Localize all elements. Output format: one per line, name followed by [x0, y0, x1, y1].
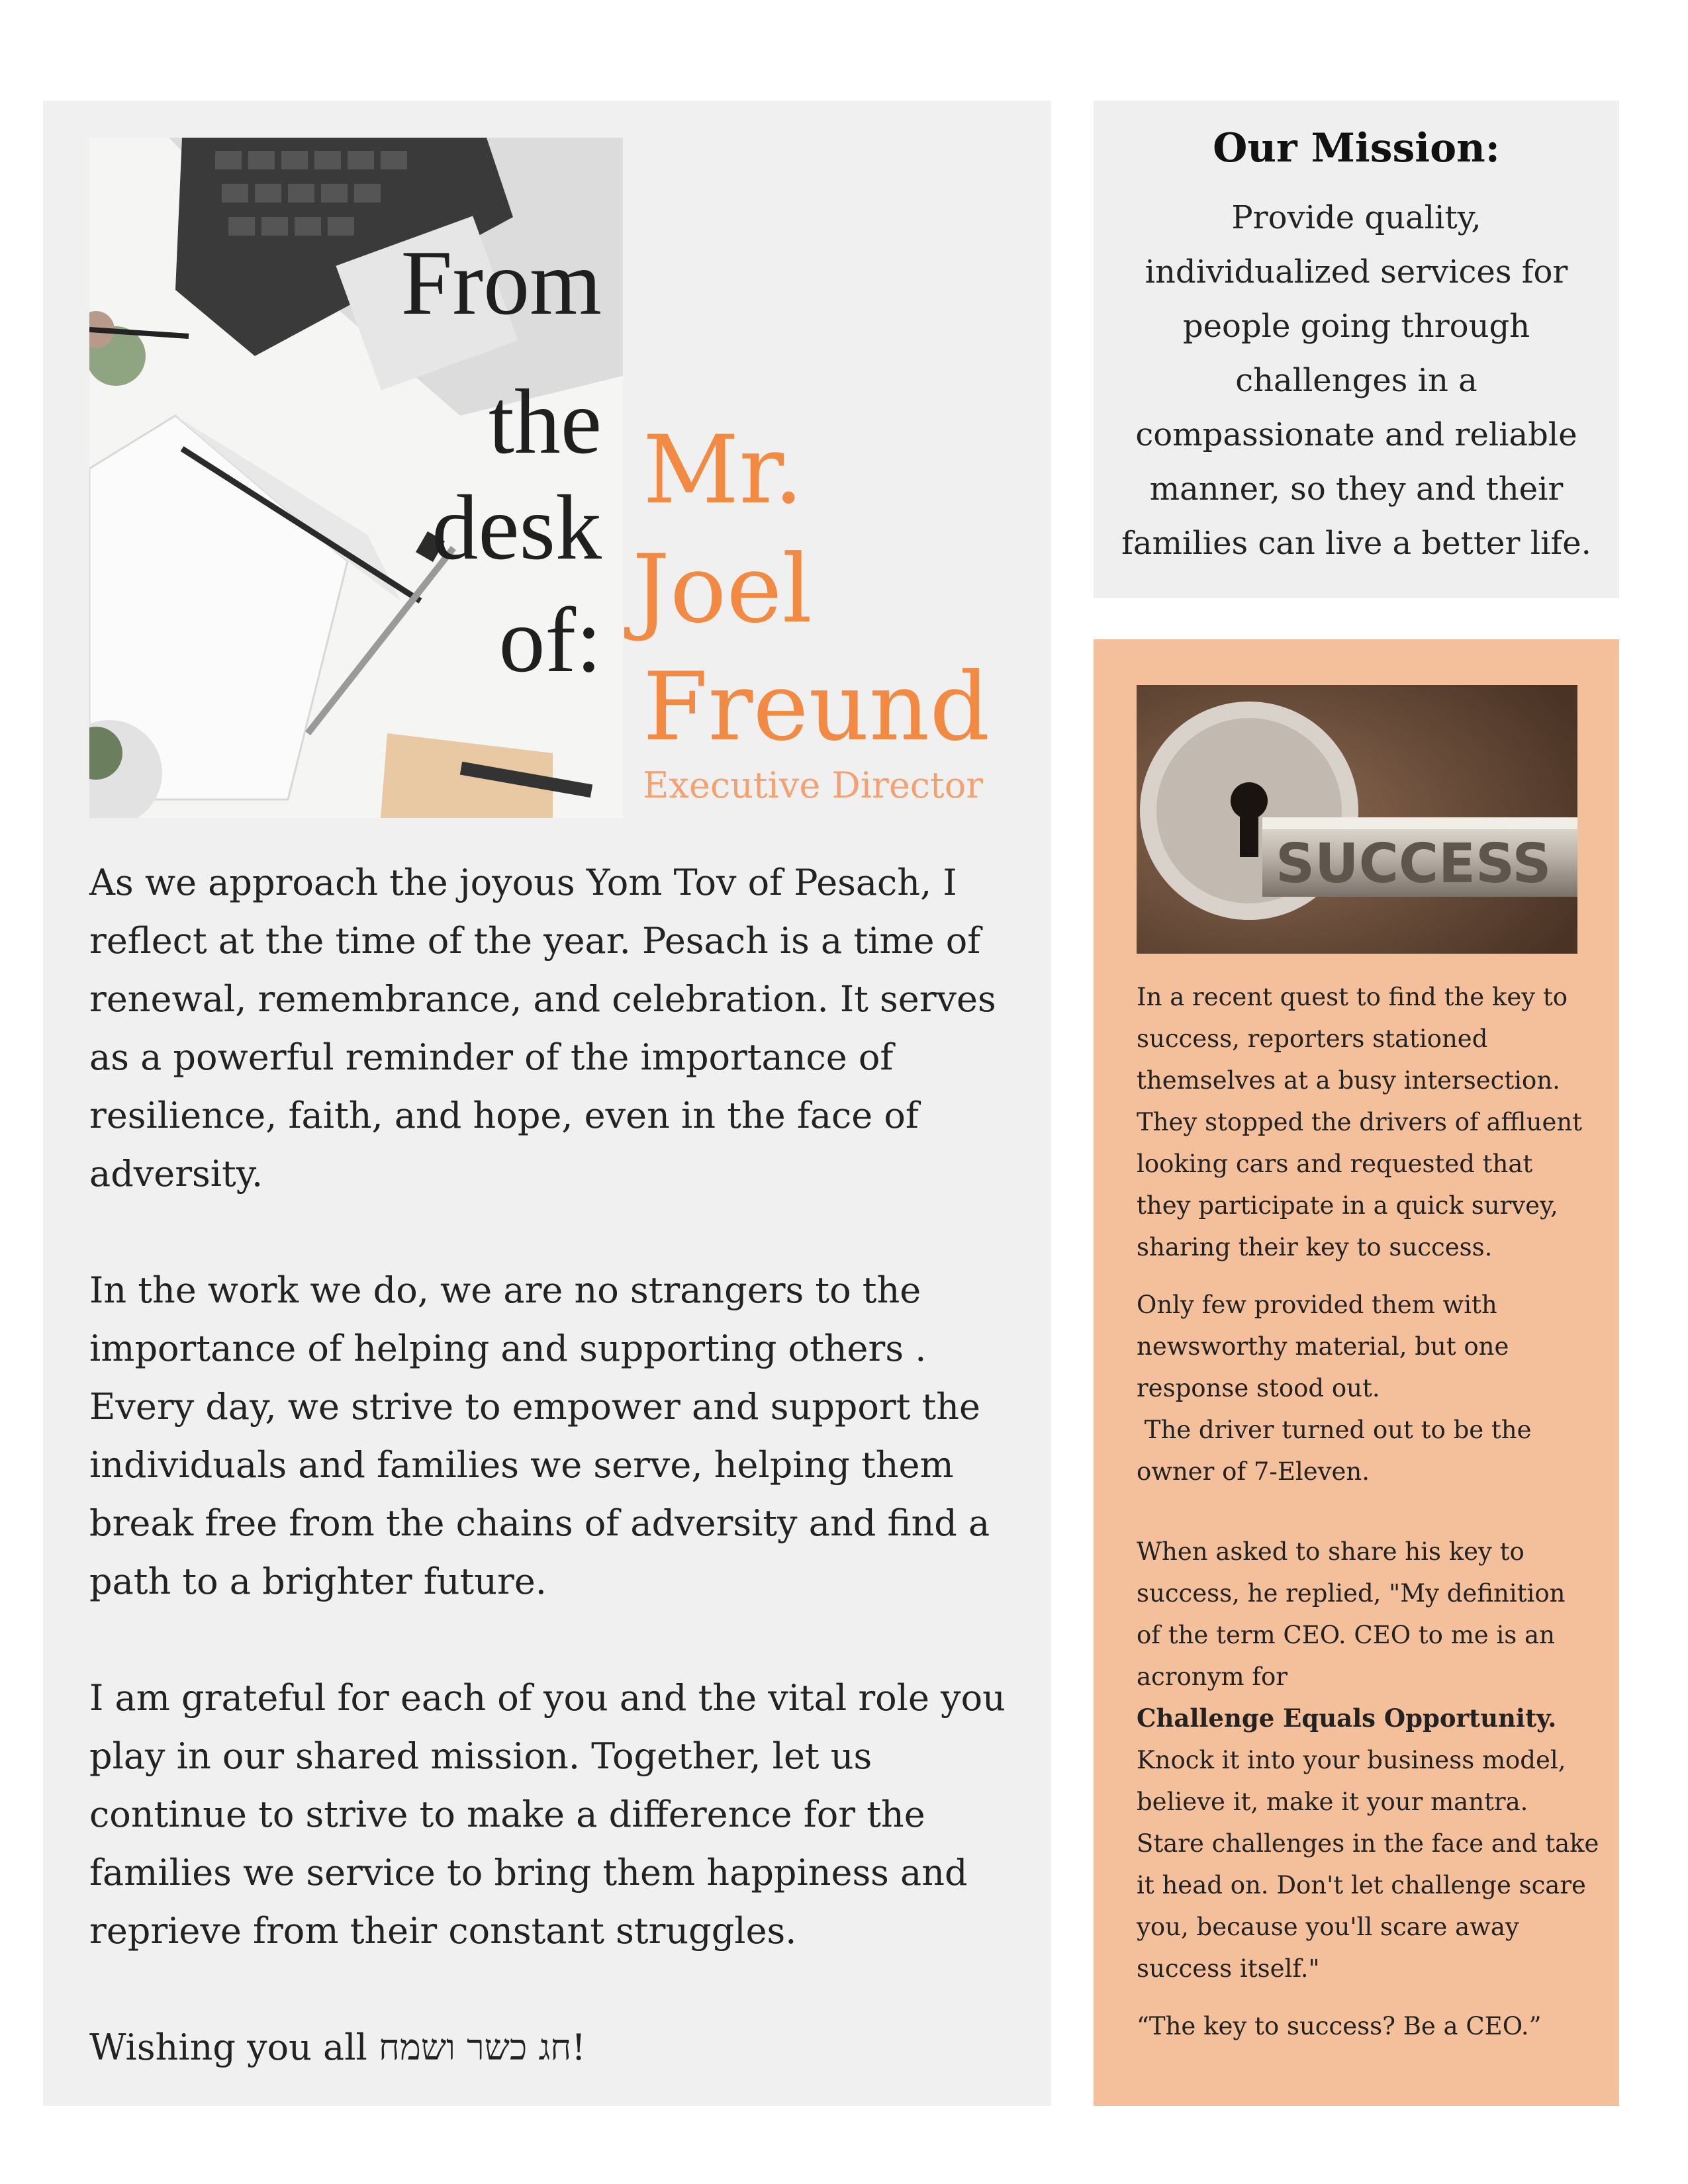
story-paragraph-3 [1137, 1531, 1599, 1989]
story-line: of the term CEO. CEO to me is an [1137, 1621, 1555, 1649]
director-name-line-1: Mr. [643, 416, 804, 525]
story-line: Stare challenges in the face and take [1137, 1829, 1599, 1858]
director-name-line-3: Freund [643, 653, 990, 762]
story-line: Knock it into your business model, [1137, 1746, 1566, 1774]
success-key-photo [1137, 685, 1577, 954]
story-line: success itself." [1137, 1954, 1320, 1983]
story-bold-phrase: Challenge Equals Opportunity. [1137, 1704, 1557, 1733]
mission-text: Provide quality, individualized services for people going through challenges in a compassionate and reliable manner, so they and their families can live a better life. [1121, 199, 1591, 562]
story-line: acronym for [1137, 1662, 1288, 1691]
story-line: owner of 7-Eleven. [1137, 1457, 1370, 1486]
key-illustration [1137, 685, 1577, 954]
story-line: it head on. Don't let challenge scare [1137, 1871, 1586, 1899]
story-line: sharing their key to success. [1137, 1233, 1493, 1261]
director-role: Executive Director [643, 764, 984, 806]
desk-line-the: the [488, 371, 602, 473]
story-line: The driver turned out to be the [1137, 1416, 1532, 1444]
story-line: They stopped the drivers of affluent [1137, 1108, 1583, 1136]
story-paragraph-2 [1137, 1284, 1587, 1492]
story-quote: “The key to success? Be a CEO.” [1137, 2012, 1542, 2040]
story-line: looking cars and requested that [1137, 1150, 1533, 1178]
story-line: believe it, make it your mantra. [1137, 1788, 1528, 1816]
story-line: success, he replied, "My definition [1137, 1579, 1566, 1608]
story-line: success, reporters stationed [1137, 1024, 1488, 1053]
story-line: When asked to share his key to [1137, 1537, 1524, 1566]
story-line: response stood out. [1137, 1374, 1380, 1402]
story-line: newsworthy material, but one [1137, 1332, 1509, 1361]
key-word: SUCCESS [1276, 833, 1552, 895]
story-line: you, because you'll scare away [1137, 1913, 1519, 1941]
letter-body [89, 854, 1016, 2135]
letter-paragraph-3: I am grateful for each of you and the vital role you play in our shared mission. Together, let us continue to strive to make a difference for the families we service to bring them happiness and reprieve from their constant struggles. [89, 1677, 1006, 1952]
mission-title: Our Mission: [1213, 125, 1500, 171]
story-paragraph-1 [1137, 976, 1587, 1268]
story-line: they participate in a quick survey, [1137, 1191, 1558, 1220]
story-line: themselves at a busy intersection. [1137, 1066, 1560, 1095]
story-line: In a recent quest to find the key to [1137, 983, 1568, 1011]
letter-paragraph-1: As we approach the joyous Yom Tov of Pesach, I reflect at the time of the year. Pesach is a time of renewal, remembrance, and celebration. It serves as a powerful reminder of the importance of resilience, faith, and hope, even in the face of adversity. [89, 862, 996, 1195]
desk-line-of: of: [498, 589, 602, 692]
letter-closing: Wishing you all חג כשר ושמח! [89, 2026, 586, 2068]
story-text [1137, 976, 1599, 2063]
desk-line-desk: desk [432, 477, 602, 579]
desk-photo [89, 138, 623, 818]
desk-line-from: From [400, 232, 602, 334]
story-line: Only few provided them with [1137, 1291, 1497, 1319]
director-name-line-2: Joel [632, 535, 812, 644]
letter-paragraph-2: In the work we do, we are no strangers to the importance of helping and supporting others . Every day, we strive to empower and support the individuals and families we serve, helping them break free from the chains of adversity and find a path to a brighter future. [89, 1269, 990, 1602]
